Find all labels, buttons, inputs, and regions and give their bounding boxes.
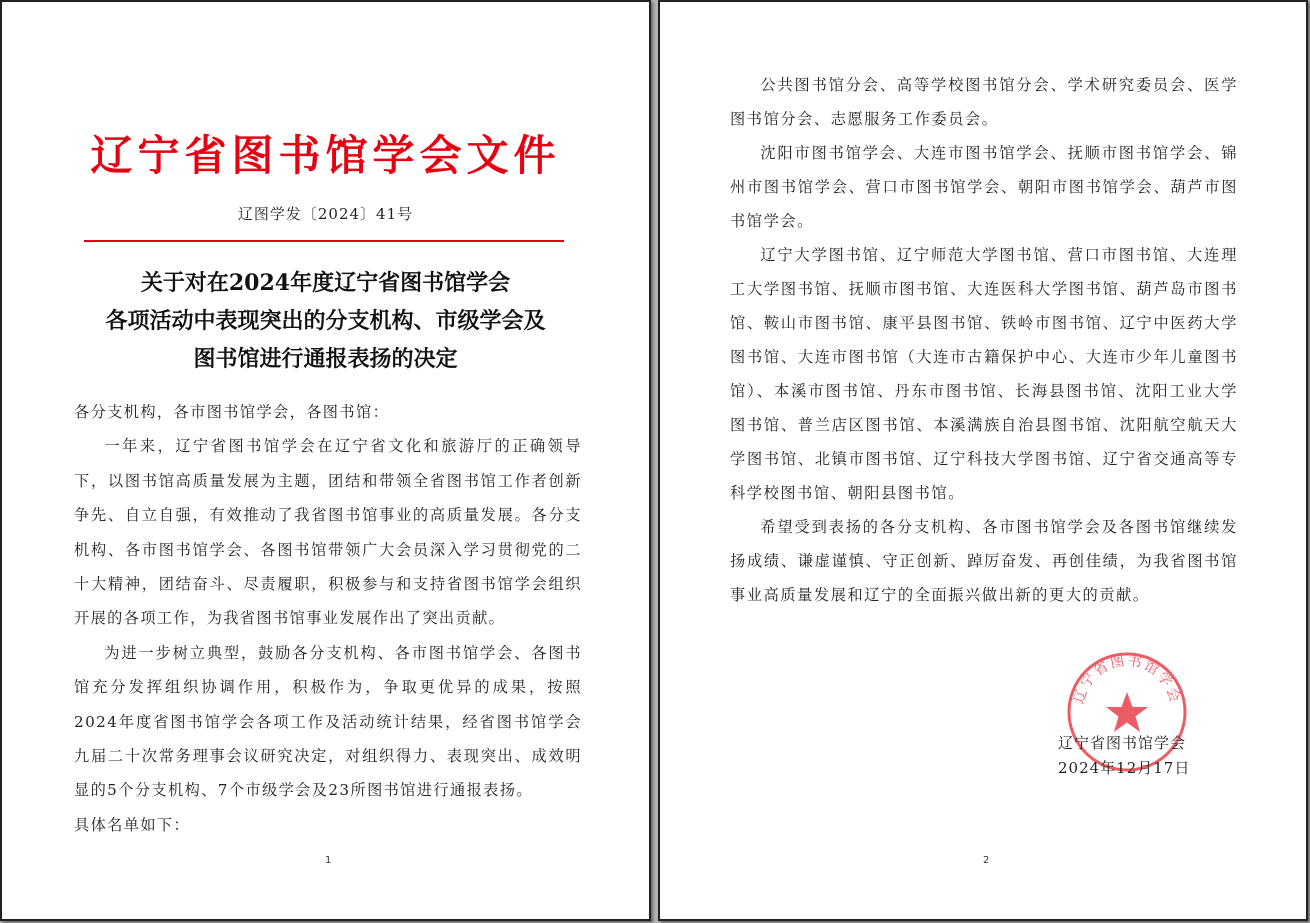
commendation-list [730,68,1238,612]
decision-title-line: 各项活动中表现突出的分支机构、市级学会及 [105,308,546,334]
document-body [74,395,582,842]
decision-title-line: 关于对在2024年度辽宁省图书馆学会 [140,270,511,296]
signature-organization: 辽宁省图书馆学会 [1058,734,1187,752]
signature-date: 2024年12月17日 [1058,759,1191,777]
body-paragraph: 一年来，辽宁省图书馆学会在辽宁省文化和旅游厅的正确领导下，以图书馆高质量发展为主题，团结和带领全省图书馆工作者创新争先、自立自强，有效推动了我省图书馆事业的高质量发展。各分支机构、各市图书馆学会、各图书馆带领广大会员深入学习贯彻党的二十大精神，团结奋斗、尽责履职，积极参与和支持省图书馆学会组织开展的各项工作，为我省图书馆事业发展作出了突出贡献。 [74,437,582,628]
page-number: 1 [325,855,332,866]
seal-star-icon [1106,692,1148,732]
document-page-2 [658,0,1308,921]
page-number: 2 [983,855,990,866]
branch-list-paragraph: 公共图书馆分会、高等学校图书馆分会、学术研究委员会、医学图书馆分会、志愿服务工作委员会。 [730,76,1238,128]
closing-line: 具体名单如下： [74,815,191,834]
closing-paragraph: 希望受到表扬的各分支机构、各市图书馆学会及各图书馆继续发扬成绩、谦虚谨慎、守正创新、踔厉奋发、再创佳绩，为我省图书馆事业高质量发展和辽宁的全面振兴做出新的更大的贡献。 [730,518,1238,604]
city-society-list-paragraph: 沈阳市图书馆学会、大连市图书馆学会、抚顺市图书馆学会、锦州市图书馆学会、营口市图书馆学会、朝阳市图书馆学会、葫芦市图书馆学会。 [730,144,1238,230]
decision-title [42,264,609,378]
seal-text: 辽宁省图书馆学会 [1071,653,1183,706]
decision-title-line: 图书馆进行通报表扬的决定 [193,346,458,372]
official-seal-stamp [1065,650,1189,774]
document-number: 辽图学发〔2024〕41号 [237,205,414,223]
library-list-paragraph: 辽宁大学图书馆、辽宁师范大学图书馆、营口市图书馆、大连理工大学图书馆、抚顺市图书馆、大连医科大学图书馆、葫芦岛市图书馆、鞍山市图书馆、康平县图书馆、铁岭市图书馆、辽宁中医药大学图书馆、大连市图书馆（大连市古籍保护中心、大连市少年儿童图书馆）、本溪市图书馆、丹东市图书馆、长海县图书馆、沈阳工业大学图书馆、普兰店区图书馆、本溪满族自治县图书馆、沈阳航空航天大学图书馆、北镇市图书馆、辽宁科技大学图书馆、辽宁省交通高等专科学校图书馆、朝阳县图书馆。 [730,246,1238,502]
red-divider-line [84,240,564,242]
salutation: 各分支机构，各市图书馆学会，各图书馆： [74,403,390,421]
document-page-1 [0,0,651,921]
body-paragraph: 为进一步树立典型，鼓励各分支机构、各市图书馆学会、各图书馆充分发挥组织协调作用，积极作为，争取更优异的成果，按照2024年度省图书馆学会各项工作及活动统计结果，经省图书馆学会九届二十次常务理事会议研究决定，对组织得力、表现突出、成效明显的5个分支机构、7个市级学会及23所图书馆进行通报表扬。 [74,643,582,800]
issuing-organization-header: 辽宁省图书馆学会文件 [90,131,561,180]
